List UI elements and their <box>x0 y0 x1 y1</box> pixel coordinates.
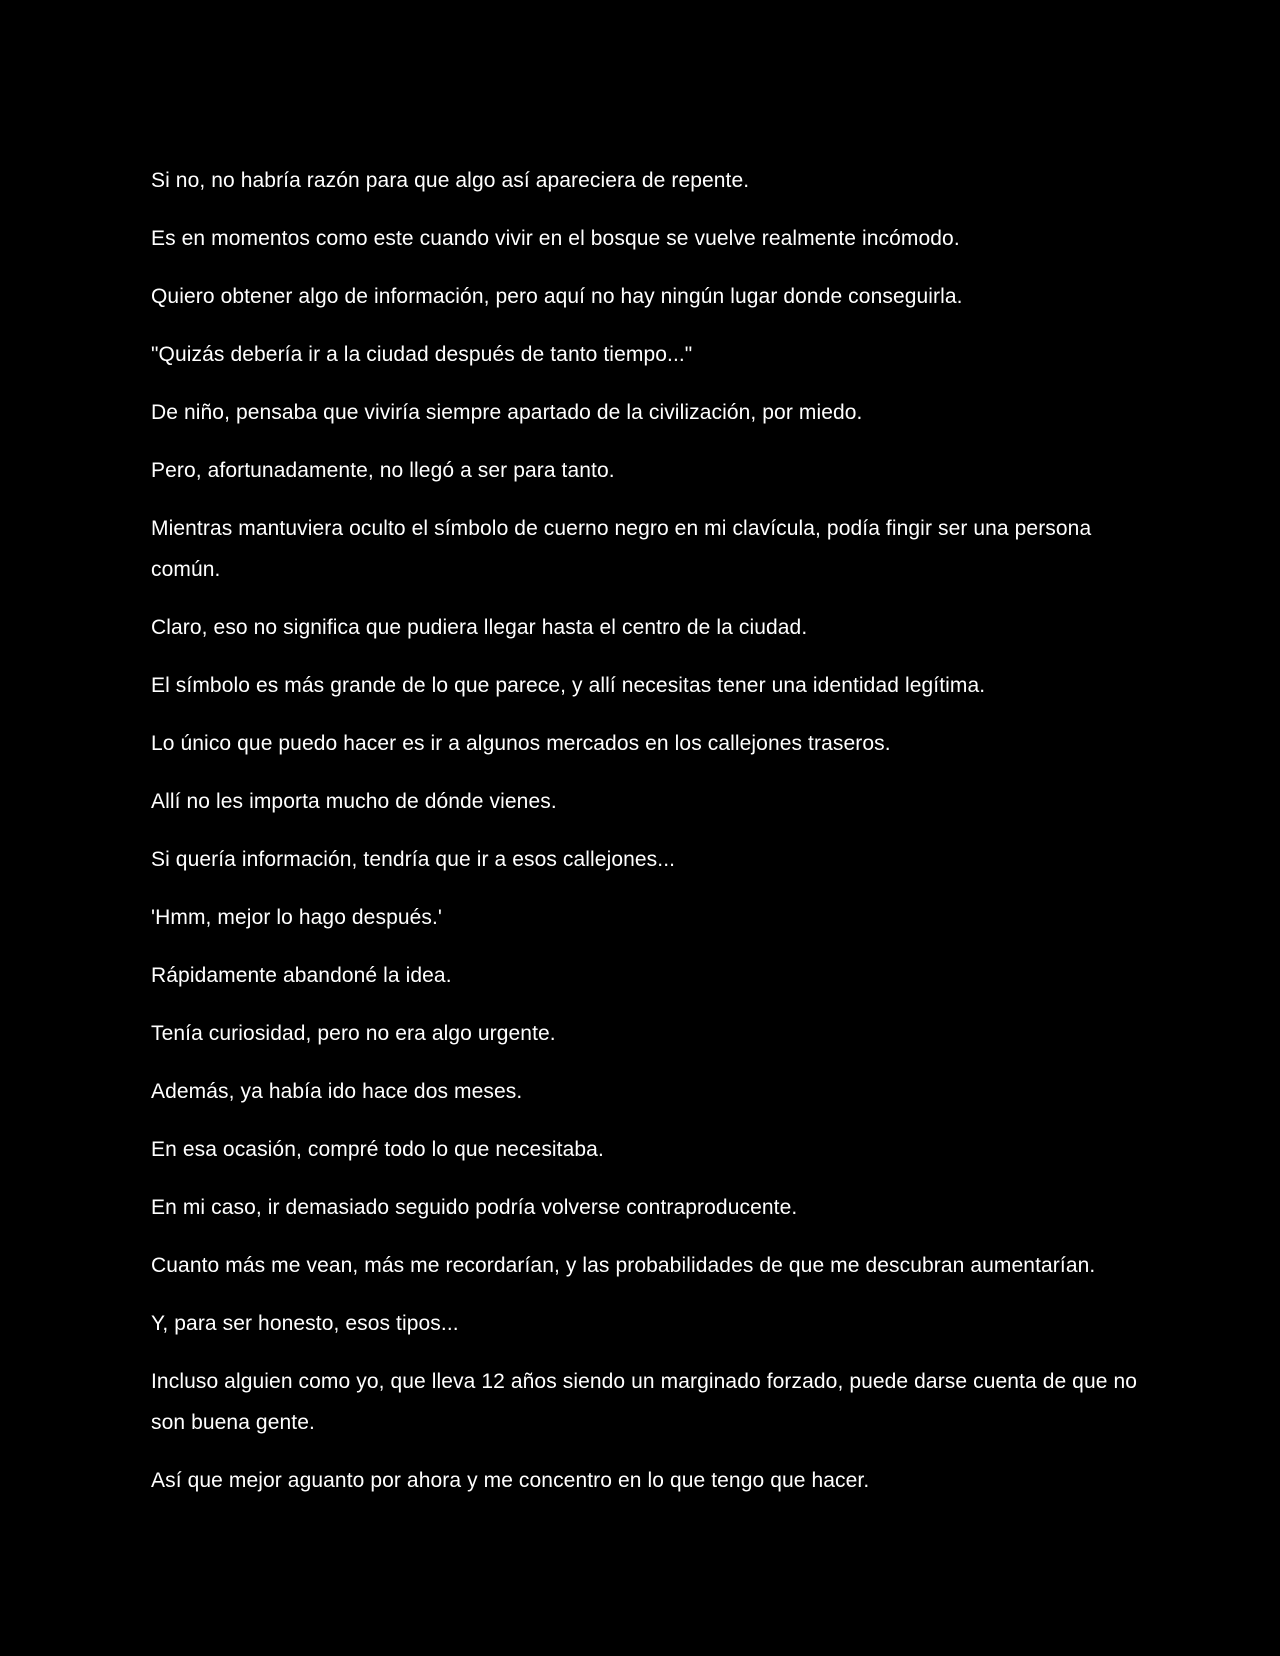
story-paragraph: Si quería información, tendría que ir a esos callejones... <box>151 848 676 871</box>
story-paragraph: Si no, no habría razón para que algo así apareciera de repente. <box>151 169 750 192</box>
story-paragraph: Quiero obtener algo de información, pero aquí no hay ningún lugar donde conseguirla. <box>151 285 963 308</box>
story-paragraph: 'Hmm, mejor lo hago después.' <box>151 906 443 929</box>
story-paragraph: Cuanto más me vean, más me recordarían, y las probabilidades de que me descubran aumentarían. <box>151 1254 1096 1277</box>
story-paragraph: Es en momentos como este cuando vivir en el bosque se vuelve realmente incómodo. <box>151 227 960 250</box>
story-paragraph: De niño, pensaba que viviría siempre apartado de la civilización, por miedo. <box>151 401 863 424</box>
story-text-column <box>151 160 1141 1518</box>
story-paragraph: Así que mejor aguanto por ahora y me concentro en lo que tengo que hacer. <box>151 1469 870 1492</box>
story-paragraph: Mientras mantuviera oculto el símbolo de cuerno negro en mi clavícula, podía fingir ser una persona común. <box>151 517 1092 581</box>
story-paragraph: En mi caso, ir demasiado seguido podría volverse contraproducente. <box>151 1196 798 1219</box>
story-paragraph: Rápidamente abandoné la idea. <box>151 964 452 987</box>
story-paragraph: Claro, eso no significa que pudiera llegar hasta el centro de la ciudad. <box>151 616 808 639</box>
story-paragraph: El símbolo es más grande de lo que parece, y allí necesitas tener una identidad legítima. <box>151 674 986 697</box>
story-paragraph: En esa ocasión, compré todo lo que necesitaba. <box>151 1138 604 1161</box>
story-paragraph: Tenía curiosidad, pero no era algo urgente. <box>151 1022 556 1045</box>
story-paragraph: Además, ya había ido hace dos meses. <box>151 1080 523 1103</box>
story-paragraph: "Quizás debería ir a la ciudad después de tanto tiempo..." <box>151 343 693 366</box>
story-paragraph: Pero, afortunadamente, no llegó a ser para tanto. <box>151 459 615 482</box>
story-paragraph: Incluso alguien como yo, que lleva 12 años siendo un marginado forzado, puede darse cuenta de que no son buena gente. <box>151 1370 1138 1434</box>
story-paragraph: Y, para ser honesto, esos tipos... <box>151 1312 459 1335</box>
story-paragraph: Lo único que puedo hacer es ir a algunos mercados en los callejones traseros. <box>151 732 891 755</box>
story-paragraph: Allí no les importa mucho de dónde vienes. <box>151 790 557 813</box>
